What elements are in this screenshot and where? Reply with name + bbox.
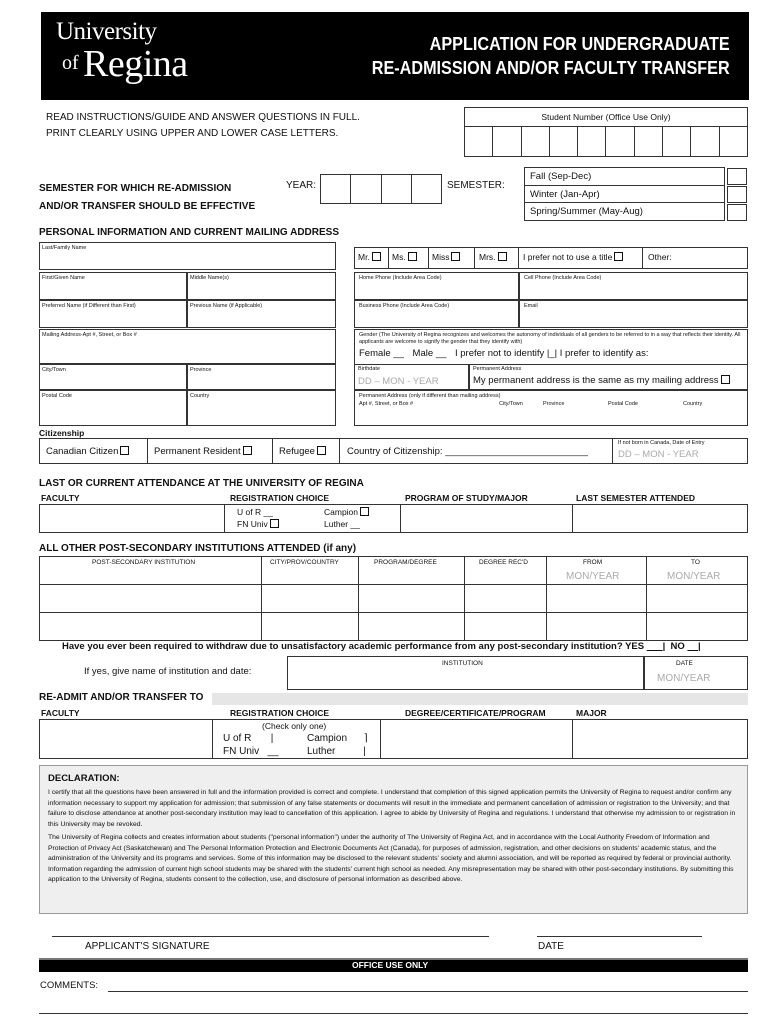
readmit-col-faculty: FACULTY: [41, 708, 80, 718]
business-phone-field[interactable]: Business Phone (Include Area Code): [354, 300, 519, 328]
inst-col-to: TO: [691, 559, 700, 566]
instructions: READ INSTRUCTIONS/GUIDE AND ANSWER QUESTIONS IN FULL. PRINT CLEARLY USING UPPER AND LOWER CASE LETTERS.: [46, 112, 360, 139]
semester-options: [524, 167, 725, 221]
cell-phone-field[interactable]: Cell Phone (Include Area Code): [519, 272, 748, 300]
title-mr[interactable]: Mr.: [358, 252, 381, 262]
title-ms[interactable]: Ms.: [392, 252, 417, 262]
inst-col-degree: DEGREE REC'D: [479, 559, 528, 566]
last-uofr[interactable]: U of R __: [237, 507, 273, 517]
semester-fall: Fall (Sep-Dec): [525, 168, 724, 186]
citizen-permanent[interactable]: Permanent Resident: [154, 446, 252, 457]
withdraw-date-label: DATE: [676, 660, 693, 667]
permanent-address-same[interactable]: Permanent Address My permanent address is the same as my mailing address: [469, 364, 748, 390]
inst-col-from: FROM: [583, 559, 603, 566]
comments-label: COMMENTS:: [40, 980, 99, 991]
title-mrs[interactable]: Mrs.: [479, 252, 507, 262]
inst-to-placeholder[interactable]: MON/YEAR: [667, 571, 721, 582]
gender-not-identify[interactable]: I prefer not to identify: [455, 348, 545, 359]
readmit-check-one: (Check only one): [262, 721, 327, 731]
inst-col-city: CITY/PROV/COUNTRY: [270, 559, 339, 566]
gender-field: Gender (The University of Regina recognizes and welcomes the autonomy of individuals of all genders to be referred to in a way that reflects their identity. All applicants are welcome to signify the gender that they identify with) Female __ Male __ I prefer not to identify |_| I prefer to identify as:: [354, 329, 748, 365]
readmit-shade: [212, 693, 748, 705]
gender-identify-as[interactable]: I prefer to identify as:: [559, 348, 649, 359]
readmit-campion[interactable]: Campion ⌉: [307, 733, 368, 744]
last-campion[interactable]: Campion: [324, 507, 369, 517]
col-program: PROGRAM OF STUDY/MAJOR: [405, 493, 528, 503]
permanent-address-field[interactable]: Permanent Address (only if different than mailing address) Apt #, Street, or Box # City/Town Province Postal Code Country: [354, 390, 748, 426]
country-of-citizenship[interactable]: Country of Citizenship: ___________________________: [347, 446, 588, 457]
other-institutions-heading: ALL OTHER POST-SECONDARY INSTITUTIONS ATTENDED (if any): [39, 543, 357, 554]
fall-checkbox[interactable]: [727, 168, 747, 185]
comments-line-2[interactable]: [39, 1013, 748, 1014]
citizenship-heading: Citizenship: [39, 428, 85, 438]
withdraw-question: Have you ever been required to withdraw due to unsatisfactory academic performance from any post-secondary institution? YES | NO |: [62, 641, 701, 652]
readmit-col-degree: DEGREE/CERTIFICATE/PROGRAM: [405, 708, 546, 718]
country-field[interactable]: Country: [187, 390, 336, 426]
mailing-address-field[interactable]: Mailing Address-Apt #, Street, or Box #: [39, 329, 336, 364]
spring-checkbox[interactable]: [727, 204, 747, 221]
declaration-para1: I certify that all the questions have been answered in full and the information provided is correct and complete. I understand that completion of this signed application permits the University of Regina to request and/or confirm any information necessary to support my application for admission; that submission of any false statements or documents will result in the immediate and permanent cancellation of admission or registration to the University; and that failure to disclose attendance at another post-secondary institution may lead to cancellation of this application. I agree to abide by University of Regina and regulations. I understand that otherwise my admission to or registration in this University may be revoked.: [48, 789, 736, 828]
date-label: DATE: [538, 941, 564, 952]
gender-female[interactable]: Female: [359, 348, 391, 359]
institutions-table: [39, 556, 748, 641]
previous-name-field[interactable]: Previous Name (if Applicable): [187, 300, 336, 328]
declaration-heading: DECLARATION:: [48, 773, 120, 784]
readmit-col-reg: REGISTRATION CHOICE: [230, 708, 330, 718]
readmit-heading: RE-ADMIT AND/OR TRANSFER TO: [39, 692, 204, 703]
readmit-col-major: MAJOR: [576, 708, 607, 718]
middle-name-field[interactable]: Middle Name(s): [187, 272, 336, 300]
birthdate-field[interactable]: Birthdate DD – MON - YEAR: [354, 364, 469, 390]
inst-from-placeholder[interactable]: MON/YEAR: [566, 571, 620, 582]
inst-col-program: PROGRAM/DEGREE: [374, 559, 437, 566]
withdraw-date-placeholder: MON/YEAR: [657, 673, 711, 684]
office-use-label: OFFICE USE ONLY: [352, 960, 429, 970]
citizen-canadian[interactable]: Canadian Citizen: [46, 446, 129, 457]
city-field[interactable]: City/Town: [39, 364, 187, 390]
form-title: APPLICATION FOR UNDERGRADUATE RE-ADMISSION AND/OR FACULTY TRANSFER: [372, 34, 730, 78]
comments-line-1[interactable]: [108, 991, 748, 992]
col-last-semester: LAST SEMESTER ATTENDED: [576, 493, 696, 503]
gender-male[interactable]: Male: [412, 348, 434, 359]
personal-heading: PERSONAL INFORMATION AND CURRENT MAILING ADDRESS: [39, 227, 339, 238]
first-name-field[interactable]: First/Given Name: [39, 272, 187, 300]
semester-select-label: SEMESTER:: [447, 180, 505, 191]
date-line[interactable]: [537, 936, 702, 937]
semester-label: SEMESTER FOR WHICH RE-ADMISSION AND/OR TRANSFER SHOULD BE EFFECTIVE: [39, 183, 256, 212]
declaration-box: [39, 765, 748, 914]
col-faculty: FACULTY: [41, 493, 80, 503]
signature-label: APPLICANT'S SIGNATURE: [85, 941, 210, 952]
last-fnuniv[interactable]: FN Univ: [237, 519, 279, 529]
signature-line[interactable]: [52, 936, 489, 937]
home-phone-field[interactable]: Home Phone (Include Area Code): [354, 272, 519, 300]
last-luther[interactable]: Luther __: [324, 519, 360, 529]
year-input[interactable]: [320, 174, 442, 204]
readmit-row: [39, 719, 748, 759]
university-logo: University of Regina: [56, 18, 188, 85]
readmit-fnuniv[interactable]: FN Univ __: [223, 746, 279, 757]
province-field[interactable]: Province: [187, 364, 336, 390]
last-name-field[interactable]: Last/Family Name: [39, 242, 336, 270]
withdraw-if-yes: If yes, give name of institution and date:: [84, 666, 252, 677]
year-label: YEAR:: [286, 180, 317, 191]
email-field[interactable]: Email: [519, 300, 748, 328]
semester-winter: Winter (Jan-Apr): [525, 186, 724, 203]
last-attendance-heading: LAST OR CURRENT ATTENDANCE AT THE UNIVERSITY OF REGINA: [39, 478, 364, 489]
readmit-uofr[interactable]: U of R |: [223, 733, 274, 744]
semester-spring: Spring/Summer (May-Aug): [530, 206, 643, 217]
winter-checkbox[interactable]: [727, 186, 747, 203]
student-number-box[interactable]: Student Number (Office Use Only): [464, 107, 748, 157]
title-none[interactable]: I prefer not to use a title: [523, 252, 623, 262]
last-attendance-row: [39, 504, 748, 533]
declaration-para2: The University of Regina collects and creates information about students ("personal information") under the authority of The University of Regina Act, and in accordance with the Local Authority Freedom of Information and Protection of Privacy Act (Saskatchewan) and The Personal Information Protection and Electronic Documents Act (Canada), for purposes of admission, registration, and other decisions on students' academic status, and the administration of the University and its programs and services. Some of this information may be disclosed to the relevant students' society and alumni association, and will be reported as required by federal or provincial authority. Information regarding the admission of current high school students may be shared with the students' current high school as needed. Any misrepresentation may be shared with other post-secondary institutions. By submitting this application to the University of Regina, students consent to the collection, use, and disclosure of personal information as described above.: [48, 834, 734, 883]
date-of-entry-field[interactable]: If not born in Canada, Date of Entry DD – MON - YEAR: [618, 440, 705, 460]
preferred-name-field[interactable]: Preferred Name (if Different than First): [39, 300, 187, 328]
title-miss[interactable]: Miss: [432, 252, 460, 262]
col-reg-choice: REGISTRATION CHOICE: [230, 493, 330, 503]
citizen-refugee[interactable]: Refugee: [279, 446, 326, 457]
inst-col-institution: POST-SECONDARY INSTITUTION: [92, 559, 196, 566]
withdraw-institution-label: INSTITUTION: [442, 660, 483, 667]
readmit-luther[interactable]: Luther |: [307, 746, 366, 757]
postal-code-field[interactable]: Postal Code: [39, 390, 187, 426]
title-other[interactable]: Other:: [648, 252, 672, 262]
